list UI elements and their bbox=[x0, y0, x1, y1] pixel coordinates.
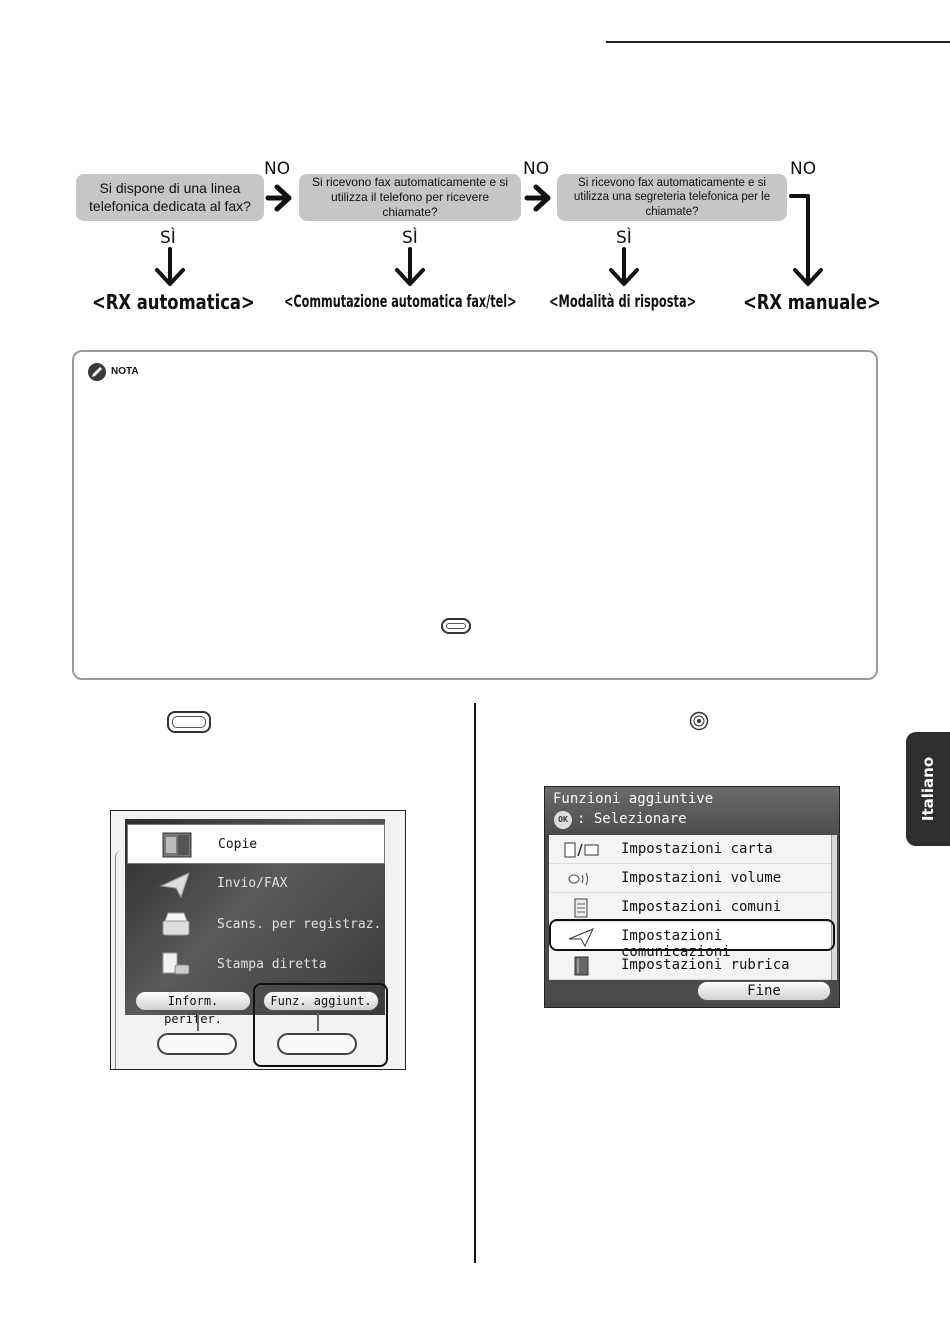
menu-label-invio-fax: Invio/FAX bbox=[217, 876, 288, 891]
screen-header bbox=[545, 787, 839, 833]
main-menu-screen bbox=[110, 810, 406, 1070]
list-item-carta[interactable] bbox=[549, 835, 831, 864]
key-connector-left bbox=[197, 1013, 199, 1031]
note-label: NOTA bbox=[111, 366, 139, 377]
list-item-comuni[interactable] bbox=[549, 893, 831, 922]
key-connector-right bbox=[317, 1013, 319, 1031]
result-modalita-risposta: <Modalità di risposta> bbox=[549, 292, 697, 312]
language-tab bbox=[906, 732, 950, 846]
list-label-carta: Impostazioni carta bbox=[621, 841, 773, 857]
menu-item-invio-fax[interactable] bbox=[127, 864, 385, 904]
paper-size-icon bbox=[563, 840, 599, 860]
address-book-icon bbox=[563, 956, 599, 976]
settings-list bbox=[549, 835, 831, 980]
note-box bbox=[72, 350, 878, 680]
down-arrow-icon-2 bbox=[397, 249, 423, 284]
list-label-rubrica: Impostazioni rubrica bbox=[621, 957, 790, 973]
menu-item-copie[interactable] bbox=[127, 824, 385, 864]
yes-label-1: SÌ bbox=[160, 228, 176, 248]
no-label-3: NO bbox=[790, 159, 817, 179]
list-scrollbar[interactable] bbox=[831, 835, 837, 980]
right-arrow-icon-1 bbox=[268, 187, 289, 209]
send-fax-icon bbox=[159, 870, 193, 898]
list-label-volume: Impostazioni volume bbox=[621, 870, 782, 886]
additional-functions-screen bbox=[544, 786, 840, 1008]
pencil-icon bbox=[87, 362, 107, 382]
result-commutazione: <Commutazione automatica fax/tel> bbox=[284, 292, 517, 312]
inform-perifer-button[interactable]: Inform. perifer. bbox=[135, 991, 251, 1011]
oval-key-icon-step bbox=[167, 711, 211, 733]
no-label-1: NO bbox=[264, 159, 291, 179]
ok-dial-icon bbox=[689, 711, 709, 731]
screen-bezel-line bbox=[115, 851, 123, 1069]
soft-key-left[interactable] bbox=[157, 1033, 237, 1055]
oval-key-icon-note bbox=[441, 618, 471, 634]
right-arrow-icon-2 bbox=[527, 187, 548, 209]
fine-button[interactable]: Fine bbox=[697, 981, 831, 1001]
question-text-3: Si ricevono fax automaticamente e si utilizza una segreteria telefonica per le chiamate? bbox=[573, 176, 771, 218]
funz-aggiunt-button[interactable]: Funz. aggiunt. bbox=[263, 991, 379, 1011]
yes-label-2: SÌ bbox=[402, 228, 418, 248]
scanner-icon bbox=[159, 911, 193, 939]
language-tab-label: Italiano bbox=[919, 756, 937, 822]
menu-item-stampa-diretta[interactable] bbox=[127, 945, 385, 985]
result-rx-automatica: <RX automatica> bbox=[92, 290, 255, 314]
list-label-comunicazioni: Impostazioni comunicazioni bbox=[621, 928, 731, 960]
menu-label-scans: Scans. per registraz. bbox=[217, 917, 382, 932]
menu-item-scans[interactable] bbox=[127, 905, 385, 945]
menu-label-stampa-diretta: Stampa diretta bbox=[217, 957, 327, 972]
selection-highlight bbox=[549, 919, 835, 951]
volume-icon bbox=[563, 869, 599, 889]
screen-subtitle: : Selezionare bbox=[577, 811, 687, 827]
flow-arrows bbox=[0, 0, 950, 320]
menu-label-copie: Copie bbox=[218, 837, 258, 852]
elbow-arrow-icon bbox=[791, 196, 821, 284]
screen-title: Funzioni aggiuntive bbox=[553, 791, 714, 807]
column-divider bbox=[474, 703, 476, 1263]
down-arrow-icon-3 bbox=[611, 249, 637, 284]
common-settings-icon bbox=[563, 898, 599, 918]
direct-print-icon bbox=[159, 951, 193, 979]
ok-badge-icon: OK bbox=[554, 811, 572, 829]
yes-label-3: SÌ bbox=[616, 228, 632, 248]
list-label-comuni: Impostazioni comuni bbox=[621, 899, 782, 915]
no-label-2: NO bbox=[523, 159, 550, 179]
list-item-volume[interactable] bbox=[549, 864, 831, 893]
list-item-rubrica[interactable] bbox=[549, 951, 831, 980]
down-arrow-icon-1 bbox=[157, 249, 183, 284]
soft-key-right[interactable] bbox=[277, 1033, 357, 1055]
question-text-2: Si ricevono fax automaticamente e si utilizza il telefono per ricevere chiamate? bbox=[311, 175, 509, 219]
result-rx-manuale: <RX manuale> bbox=[743, 290, 881, 314]
copy-icon bbox=[160, 831, 194, 859]
question-text-1: Si dispone di una linea telefonica dedicata al fax? bbox=[89, 180, 251, 214]
